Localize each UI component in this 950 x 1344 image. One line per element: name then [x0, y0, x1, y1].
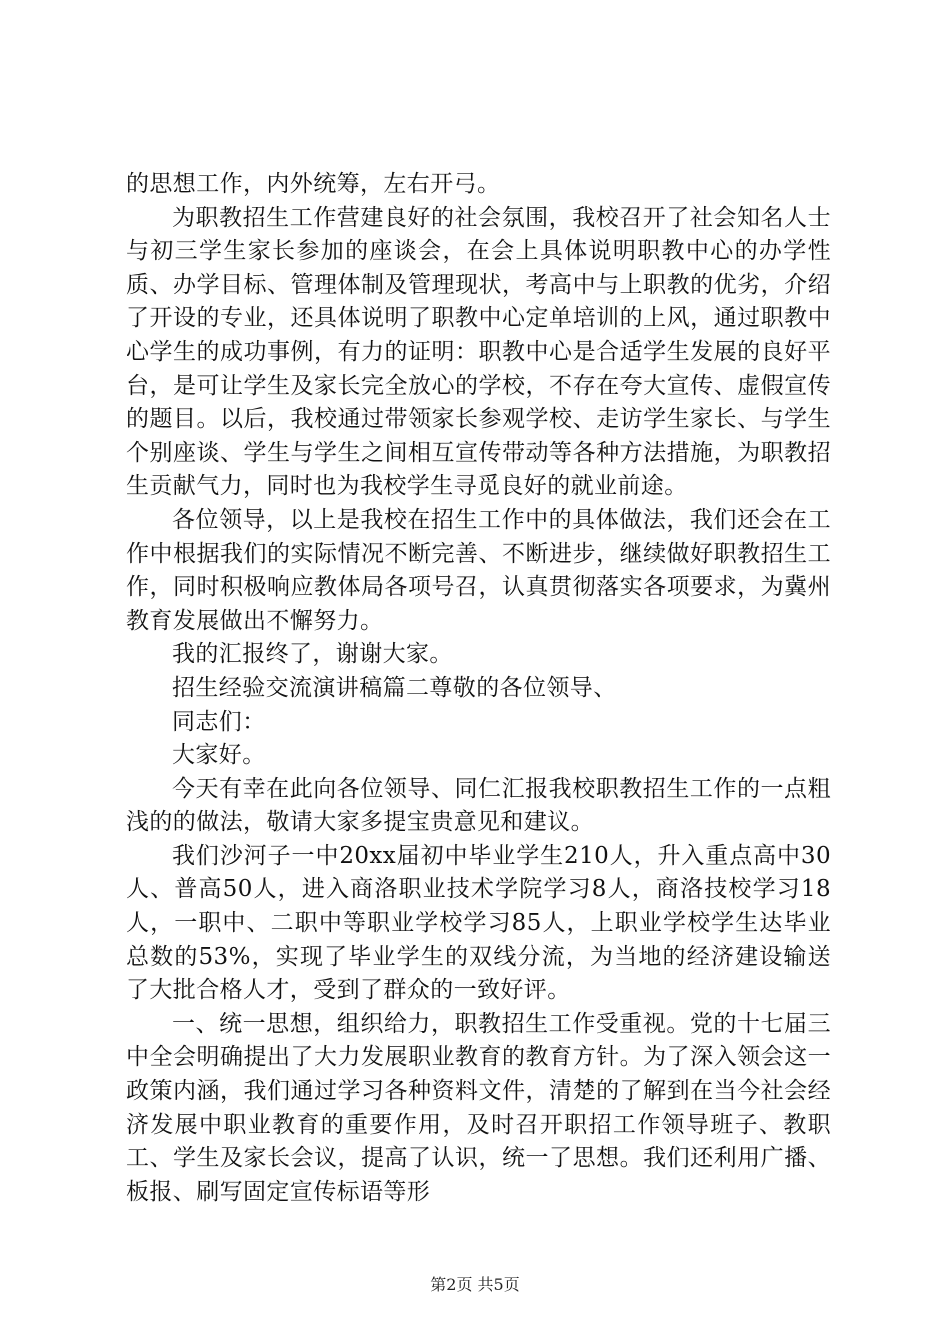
paragraph: 一、统一思想，组织给力，职教招生工作受重视。党的十七届三中全会明确提出了大力发展职业教育的教育方针。为了深入领会这一政策内涵，我们通过学习各种资料文件，清楚的了解到在当今社会经济发展中职业教育的重要作用，及时召开职招工作领导班子、教职工、学生及家长会议，提高了认识，统一了思想。我们还利用广播、板报、刷写固定宣传标语等形 — [126, 1010, 831, 1205]
paragraph: 的思想工作，内外统筹，左右开弓。 — [126, 171, 501, 197]
paragraph: 招生经验交流演讲稿篇二尊敬的各位领导、 — [172, 674, 617, 701]
paragraph: 各位领导，以上是我校在招生工作中的具体做法，我们还会在工作中根据我们的实际情况不断完善、不断进步，继续做好职教招生工作，同时积极响应教体局各项号召，认真贯彻落实各项要求，为冀州教育发展做出不懈努力。 — [126, 506, 831, 634]
page-number-footer: 第2页 共5页 — [430, 1275, 520, 1294]
paragraph: 大家好。 — [172, 742, 266, 769]
paragraph: 同志们： — [172, 708, 266, 735]
document-body — [126, 168, 831, 1209]
paragraph: 我的汇报终了，谢谢大家。 — [172, 641, 453, 668]
paragraph: 今天有幸在此向各位领导、同仁汇报我校职教招生工作的一点粗浅的的做法，敬请大家多提宝贵意见和建议。 — [126, 775, 831, 836]
paragraph: 为职教招生工作营建良好的社会氛围，我校召开了社会知名人士与初三学生家长参加的座谈会，在会上具体说明职教中心的办学性质、办学目标、管理体制及管理现状，考高中与上职教的优劣，介绍了开设的专业，还具体说明了职教中心定单培训的上风，通过职教中心学生的成功事例，有力的证明：职教中心是合适学生发展的良好平台，是可让学生及家长完全放心的学校，不存在夸大宣传、虚假宣传的题目。以后，我校通过带领家长参观学校、走访学生家长、与学生个别座谈、学生与学生之间相互宣传带动等各种方法措施，为职教招生贡献气力，同时也为我校学生寻觅良好的就业前途。 — [126, 204, 831, 500]
paragraph: 我们沙河子一中20xx届初中毕业学生210人，升入重点高中30人、普高50人，进入商洛职业技术学院学习8人，商洛技校学习18人，一职中、二职中等职业学校学习85人，上职业学校学生达毕业总数的53%，实现了毕业学生的双线分流，为当地的经济建设输送了大批合格人才，受到了群众的一致好评。 — [126, 842, 831, 1004]
